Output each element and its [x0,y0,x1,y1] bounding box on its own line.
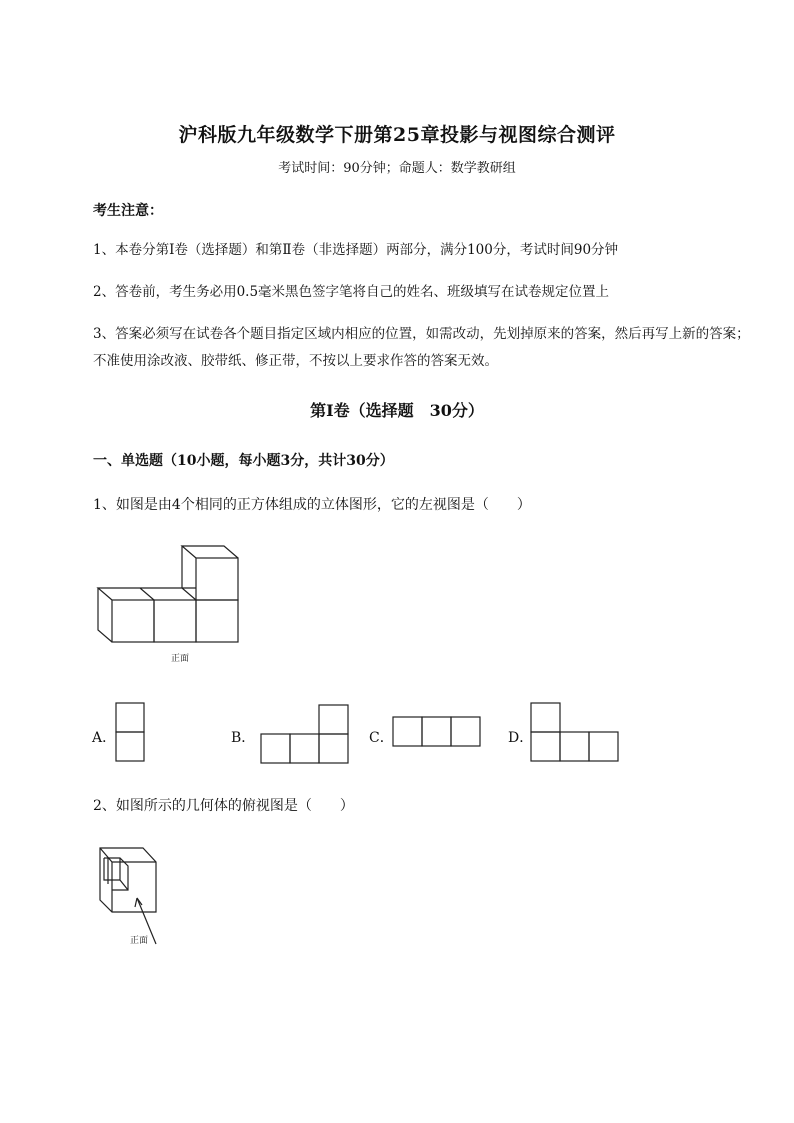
question-1-figure-label: 正面 [171,654,190,664]
option-d-label[interactable]: D． [508,730,534,746]
part-heading: 一、单选题（10小题，每小题3分，共计30分） [93,453,394,469]
exam-info: 考试时间：90分钟；命题人：数学教研组 [278,161,516,176]
notice-heading: 考生注意： [93,203,163,219]
section-heading: 第I卷（选择题 30分） [310,401,484,420]
question-1-stem: 1、如图是由4个相同的正方体组成的立体图形，它的左视图是（ ） [93,497,531,513]
option-a-label[interactable]: A． [92,730,117,746]
question-2-figure-label: 正面 [130,936,149,946]
option-b-label[interactable]: B． [231,730,256,746]
notice-item-1: 1、本卷分第I卷（选择题）和第Ⅱ卷（非选择题）两部分，满分100分，考试时间90分钟 [93,242,619,258]
option-c-label[interactable]: C． [369,730,394,746]
page-title: 沪科版九年级数学下册第25章投影与视图综合测评 [178,124,616,146]
notice-item-2: 2、答卷前，考生务必用0.5毫米黑色签字笔将自己的姓名、班级填写在试卷规定位置上 [93,284,610,300]
question-2-stem: 2、如图所示的几何体的俯视图是（ ） [93,798,354,814]
notice-item-3: 3、答案必须写在试卷各个题目指定区域内相应的位置，如需改动，先划掉原来的答案，然后再写上新的答案；不准使用涂改液、胶带纸、修正带，不按以上要求作答的答案无效。 [93,326,750,369]
